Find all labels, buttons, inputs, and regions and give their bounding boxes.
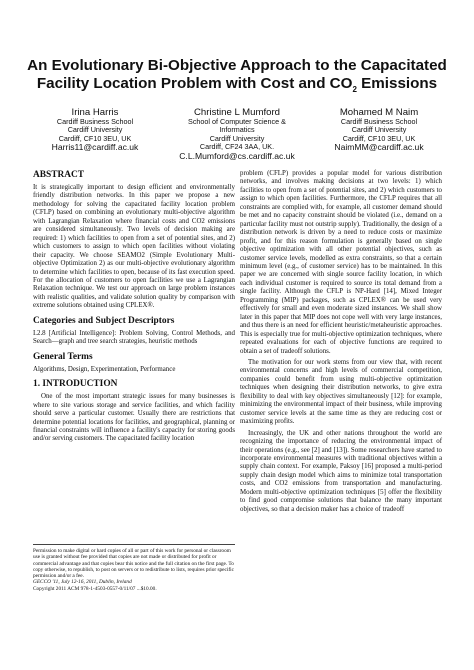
- footnote: [33, 544, 235, 592]
- author-3: [306, 107, 452, 153]
- introduction-text: One of the most important strategic issues for many businesses is where to site various storage and service facilities, and which facility should serve a particular customer. Usually there are restrictions that determine potential locations for facilities, and geographical, planning or financial constraints will influence a facility's capacity for storing goods and/or serving customers. The capacitated facility location: [33, 393, 235, 443]
- permission-notice: Permission to make digital or hard copies of all or part of this work for personal or classroom use is granted without fee provided that copies are not made or distributed for profit or commercial advantage and that copies bear this notice and the full citation on the first page. To copy otherwise, to republish, to post on servers or to redistribute to lists, requires prior specific permission and/or a fee.: [33, 548, 234, 580]
- abstract-text: It is strategically important to design efficient and environmentally friendly distribution networks. In this paper we propose a new methodology for solving the capacitated facility location problem (CFLP) based on combining an evolutionary multi-objective algorithm with Lagrangian Relaxation where financial costs and CO2 emissions are considered simultaneously. Two levels of decision making are required: 1) which facilities to open from a set of potential sites, and 2) which customers to assign to which open facilities without violating their capacity. We choose SEAMO2 (Simple Evolutionary Multi-objective Optimization 2) as our multi-objective evolutionary algorithm to determine which facilities to open, because of its fast execution speed. For the allocation of customers to open facilities we use a Lagrangian Relaxation technique. We test our approach on large problem instances with realistic qualities, and validate solution quality by comparison with extreme solutions obtained using CPLEX®.: [33, 184, 235, 310]
- title-line-2-end: Emissions: [356, 75, 438, 92]
- title-line-1: An Evolutionary Bi-Objective Approach to the Capacitated: [27, 57, 447, 74]
- author-affiliation: Cardiff, CF10 3EU, UK: [58, 133, 132, 143]
- author-affiliation: Cardiff Business School: [56, 117, 134, 126]
- author-affiliation: Cardiff University: [209, 133, 265, 143]
- author-name: Mohamed M Naim: [339, 107, 419, 118]
- author-affiliation: Cardiff University: [351, 125, 407, 135]
- right-column: [240, 170, 442, 514]
- title-line-2: Facility Location Problem with Cost and CO: [36, 75, 353, 92]
- author-1: [22, 107, 168, 153]
- author-2: [164, 107, 310, 161]
- author-email: C.L.Mumford@cs.cardiff.ac.uk: [179, 150, 295, 161]
- venue-line: GECCO '11, July 12-16, 2011, Dublin, Ireland: [33, 579, 132, 586]
- author-block: [22, 107, 452, 163]
- author-affiliation: Cardiff, CF24 3AA, UK.: [199, 142, 275, 152]
- author-email: Harris11@cardiff.ac.uk: [51, 142, 139, 153]
- author-affiliation: Cardiff University: [67, 125, 123, 135]
- author-affiliation: Cardiff, CF10 3EU, UK: [342, 133, 416, 143]
- introduction-heading: 1. INTRODUCTION: [33, 379, 118, 390]
- title-subscript: 2: [352, 85, 357, 95]
- abstract-heading: ABSTRACT: [33, 170, 85, 180]
- copyright-line: Copyright 2011 ACM 978-1-4503-0557-0/11/07 ...$10.00.: [33, 585, 157, 592]
- author-name: Irina Harris: [71, 107, 119, 118]
- categories-text: I.2.8 [Artificial Intelligence]: Problem Solving, Control Methods, and Search—graph and tree search strategies, heuristic methods: [33, 329, 235, 346]
- body-paragraph: The motivation for our work stems from our view that, with recent environmental concerns and high levels of commercial competition, companies could benefit from using multi-objective optimization techniques when designing their distribution networks, to give extra flexibility to deal with key objectives simultaneously [12]: for example, minimizing the environmental impact of their business, while improving customer service levels at the same time as they are reducing cost or maximizing profits.: [240, 358, 442, 426]
- body-paragraph: problem (CFLP) provides a popular model for various distribution networks, and involves making decisions at two levels: 1) which facilities to open from a set of potential sites, and 2) which customers to assign to which open facilities. Furthermore, the CFLP requires that all constraints are complied with, for example, all customer demand should be met and no capacity constraint should be violated (i.e., demand on a particular facility must not outstrip supply). Traditionally, the design of a distribution network is driven by a need to reduce costs or maximize profit, and for this reason formulation is generally based on single objective optimization with all other potential objectives, such as customer service levels, modelled as extra constraints, so that a certain minimum level (e.g., of customer service) has to be maintained. In this paper we are concerned with single source facility location, in which each individual customer is required to source its total demand from a single facility. Although the CFLP is NP-Hard [14], Mixed Integer Programming (MIP) packages, such as CPLEX® can be used very effectively for small and even moderate sized instances. We shall show later in this paper that MIP does not cope well with very large instances, and thus there is an need for efficient heuristic/metaheuristic approaches. This is especially true for multi-objective optimization techniques, where repeated evaluations for each of objective functions are required to obtain a set of tradeoff solutions.: [240, 170, 442, 355]
- author-affiliation: Informatics: [219, 125, 255, 135]
- body-paragraph: Increasingly, the UK and other nations throughout the world are recognizing the importance of reducing the environmental impact of their operations (e.g., see [2] and [13]). Some researchers have started to incorporate environmental measures with traditional objectives within a supply chain context. For example, Paksoy [16] proposed a multi-period supply chain design model which aims to minimize total transportation costs, and CO2 emissions from transportation and manufacturing. Modern multi-objective optimization techniques [5] offer the flexibility to find good compromise solutions that balance the many important objectives, so that a decision maker has a choice of tradeoff: [240, 429, 442, 513]
- paper-title: [20, 57, 454, 99]
- author-name: Christine L Mumford: [193, 107, 280, 118]
- author-email: NaimMM@cardiff.ac.uk: [334, 142, 424, 153]
- left-column: [33, 170, 235, 444]
- general-terms-text: Algorithms, Design, Experimentation, Performance: [33, 365, 176, 373]
- author-affiliation: School of Computer Science &: [188, 117, 286, 126]
- author-affiliation: Cardiff Business School: [340, 117, 418, 126]
- general-terms-heading: General Terms: [33, 351, 93, 362]
- categories-heading: Categories and Subject Descriptors: [33, 315, 175, 326]
